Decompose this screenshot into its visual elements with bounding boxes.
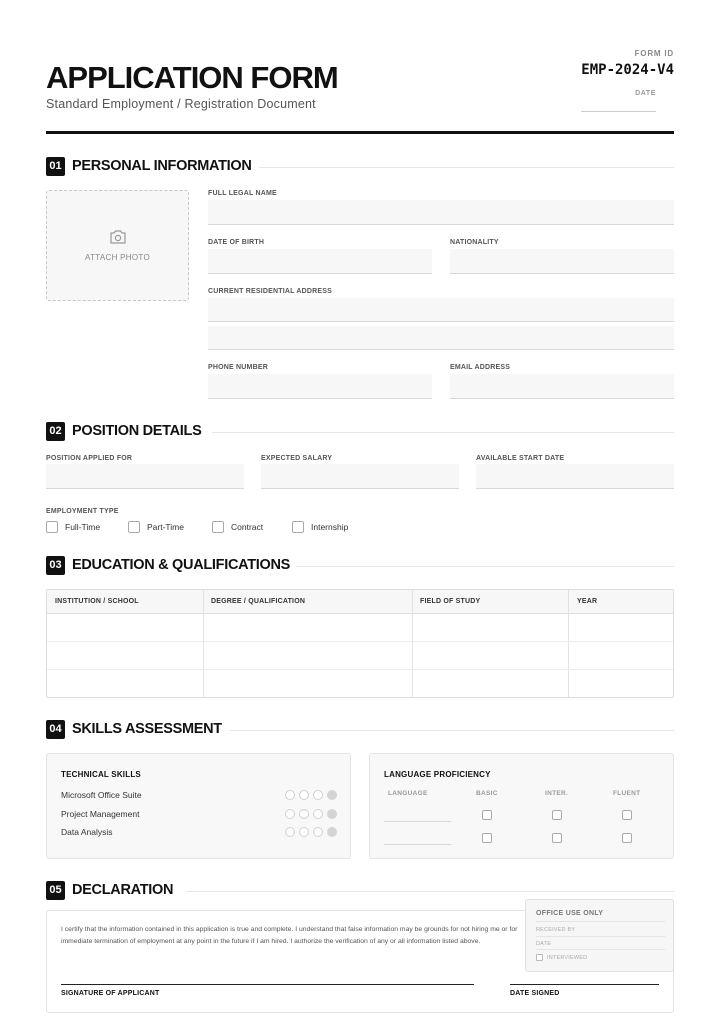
expected-salary-field[interactable] [261, 464, 459, 489]
nationality-field[interactable] [450, 249, 674, 274]
section-rule [259, 167, 674, 168]
section-number: 02 [46, 422, 65, 441]
skill-name: Data Analysis [61, 827, 113, 837]
checkbox[interactable] [128, 521, 140, 533]
section-rule [229, 730, 674, 731]
language-proficiency-panel [369, 753, 674, 859]
rating-dot[interactable] [285, 827, 295, 837]
phone-label: PHONE NUMBER [208, 364, 268, 371]
column-divider [568, 590, 569, 697]
checkbox-label: Part-Time [147, 522, 184, 532]
email-field[interactable] [450, 374, 674, 399]
language-column-header: INTER. [545, 790, 569, 797]
section-number: 01 [46, 157, 65, 176]
language-field[interactable] [384, 844, 451, 845]
signature-label: SIGNATURE OF APPLICANT [61, 990, 160, 997]
checkbox[interactable] [46, 521, 58, 533]
section-personal-header [46, 157, 674, 177]
technical-skills-panel [46, 753, 351, 859]
rating-dot[interactable] [327, 827, 337, 837]
fluent-checkbox[interactable] [622, 833, 632, 843]
skill-name: Project Management [61, 809, 140, 819]
rating-dot[interactable] [313, 827, 323, 837]
address-field-line-1[interactable] [208, 298, 674, 322]
column-header: INSTITUTION / SCHOOL [55, 598, 139, 605]
column-header: DEGREE / QUALIFICATION [211, 598, 306, 605]
attach-photo-label: ATTACH PHOTO [85, 253, 150, 262]
checkbox-label: Internship [311, 522, 349, 532]
rating-dot[interactable] [327, 809, 337, 819]
section-rule [186, 891, 674, 892]
form-id: EMP-2024-V4 [581, 62, 674, 78]
address-field-line-2[interactable] [208, 326, 674, 350]
rating-dot[interactable] [299, 827, 309, 837]
start-date-label: AVAILABLE START DATE [476, 455, 565, 462]
office-date-field[interactable] [536, 949, 665, 950]
language-proficiency-title: LANGUAGE PROFICIENCY [384, 770, 491, 779]
section-position-header [46, 422, 674, 442]
position-applied-label: POSITION APPLIED FOR [46, 455, 133, 462]
basic-checkbox[interactable] [482, 810, 492, 820]
form-header [46, 0, 674, 134]
section-number: 05 [46, 881, 65, 900]
date-signed-label: DATE SIGNED [510, 990, 560, 997]
office-rule [536, 921, 665, 922]
office-use-box [525, 899, 674, 972]
rating-dot[interactable] [285, 809, 295, 819]
rating-dot[interactable] [313, 790, 323, 800]
education-table-header [47, 590, 673, 614]
rating-dot[interactable] [299, 809, 309, 819]
camera-icon [109, 229, 127, 245]
section-title: EDUCATION & QUALIFICATIONS [72, 557, 291, 573]
employment-type-label: EMPLOYMENT TYPE [46, 508, 119, 515]
office-date-label: DATE [536, 941, 552, 947]
interviewed-checkbox[interactable] [536, 954, 543, 961]
column-header: FIELD OF STUDY [420, 598, 481, 605]
language-column-header: BASIC [476, 790, 498, 797]
form-title: APPLICATION FORM [46, 60, 338, 95]
full-name-label: FULL LEGAL NAME [208, 190, 277, 197]
signature-line[interactable] [61, 984, 474, 985]
form-subtitle: Standard Employment / Registration Document [46, 97, 316, 111]
phone-field[interactable] [208, 374, 432, 399]
language-column-header: FLUENT [613, 790, 641, 797]
checkbox-label: Full-Time [65, 522, 101, 532]
received-by-label: RECEIVED BY [536, 927, 576, 933]
column-divider [203, 590, 204, 697]
dob-label: DATE OF BIRTH [208, 239, 265, 246]
dob-field[interactable] [208, 249, 432, 274]
column-header: YEAR [577, 598, 598, 605]
language-column-header: LANGUAGE [388, 790, 428, 797]
row-divider [47, 669, 673, 670]
interviewed-label: INTERVIEWED [547, 955, 588, 961]
received-by-field[interactable] [536, 936, 665, 937]
section-rule [296, 566, 674, 567]
header-date-field[interactable] [581, 111, 656, 112]
section-skills-header [46, 720, 674, 740]
email-label: EMAIL ADDRESS [450, 364, 511, 371]
section-rule [212, 432, 674, 433]
office-use-title: OFFICE USE ONLY [536, 910, 604, 917]
rating-dot[interactable] [299, 790, 309, 800]
column-divider [412, 590, 413, 697]
application-form [46, 0, 674, 1018]
position-applied-field[interactable] [46, 464, 244, 489]
checkbox-label: Contract [231, 522, 264, 532]
form-id-label: FORM ID [634, 49, 674, 58]
section-number: 03 [46, 556, 65, 575]
section-declaration-header [46, 881, 674, 901]
attach-photo-box[interactable] [46, 190, 189, 301]
rating-dot[interactable] [327, 790, 337, 800]
language-field[interactable] [384, 821, 451, 822]
section-title: POSITION DETAILS [72, 423, 202, 439]
basic-checkbox[interactable] [482, 833, 492, 843]
expected-salary-label: EXPECTED SALARY [261, 455, 333, 462]
header-date-label: DATE [635, 90, 656, 97]
checkbox[interactable] [292, 521, 304, 533]
intermediate-checkbox[interactable] [552, 833, 562, 843]
education-table [46, 589, 674, 698]
technical-skills-title: TECHNICAL SKILLS [61, 770, 141, 779]
skill-name: Microsoft Office Suite [61, 790, 142, 800]
row-divider [47, 641, 673, 642]
address-label: CURRENT RESIDENTIAL ADDRESS [208, 288, 333, 295]
section-number: 04 [46, 720, 65, 739]
start-date-field[interactable] [476, 464, 674, 489]
section-title: PERSONAL INFORMATION [72, 158, 252, 174]
declaration-text: I certify that the information contained in this application is true and complete. I understand that false information may be grounds for not hiring me or for immediate termination of employment at any point in the future if I am hired. I authorize the verification of any or all information listed above. [61, 926, 518, 945]
section-education-header [46, 556, 674, 576]
intermediate-checkbox[interactable] [552, 810, 562, 820]
rating-dot[interactable] [285, 790, 295, 800]
full-name-field[interactable] [208, 200, 674, 225]
rating-dot[interactable] [313, 809, 323, 819]
fluent-checkbox[interactable] [622, 810, 632, 820]
section-title: SKILLS ASSESSMENT [72, 721, 222, 737]
section-title: DECLARATION [72, 882, 174, 898]
date-signed-line[interactable] [510, 984, 659, 985]
nationality-label: NATIONALITY [450, 239, 499, 246]
checkbox[interactable] [212, 521, 224, 533]
